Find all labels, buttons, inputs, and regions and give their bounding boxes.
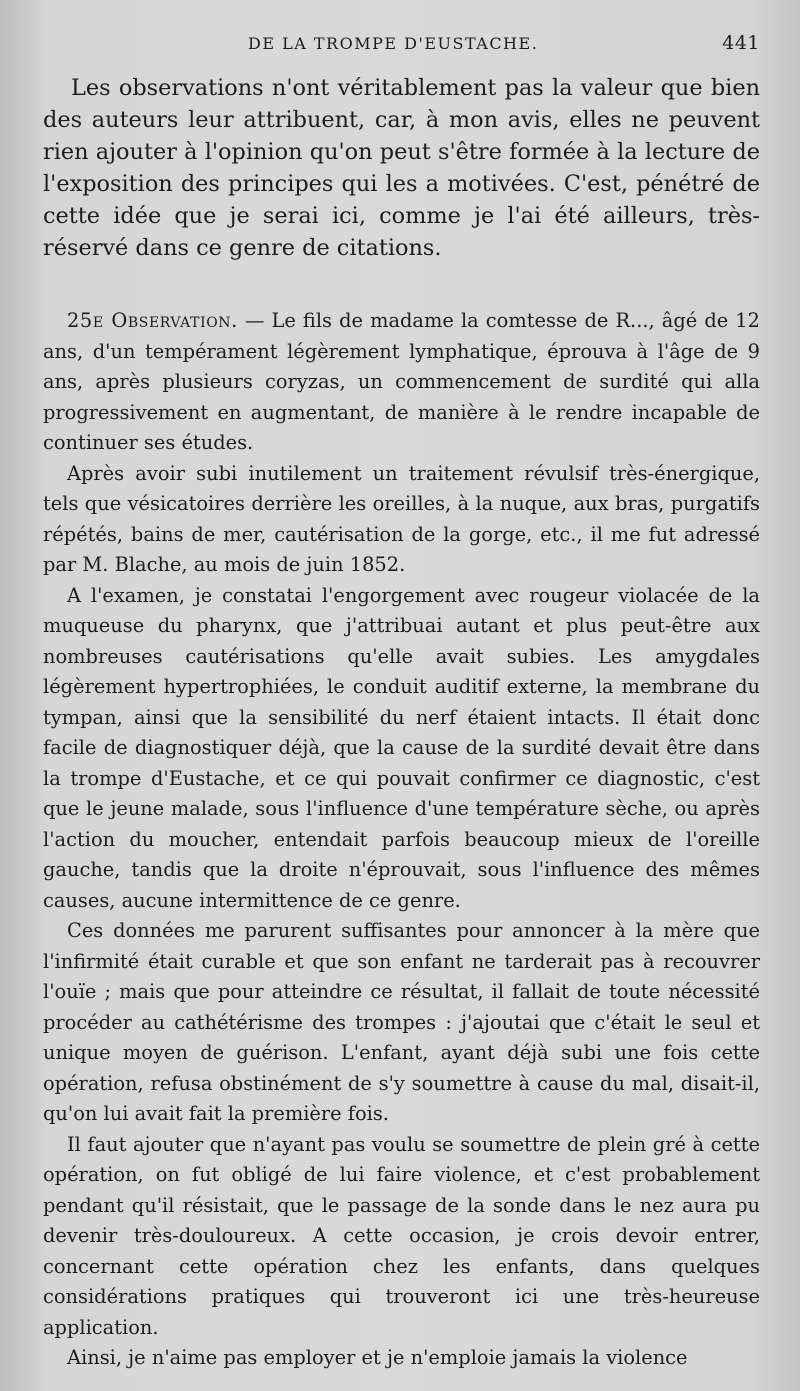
running-header <box>43 28 760 54</box>
observation-paragraph <box>43 306 760 459</box>
body-paragraph: Il faut ajouter que n'ayant pas voulu se soumettre de plein gré à cette opération, on fut obligé de lui faire violence, et c'est probablement pendant qu'il résistait, que le passage de la sonde dans le nez aura pu devenir très-douloureux. A cette occasion, je crois devoir entrer, concernant cette opération chez les enfants, dans quelques considérations pratiques qui trouveront ici une très-heureuse application. <box>43 1132 760 1339</box>
section-spacer <box>43 264 760 306</box>
observation-section <box>43 306 760 1374</box>
body-paragraph: Ainsi, je n'aime pas employer et je n'emploie jamais la violence <box>67 1346 688 1369</box>
intro-paragraph: Les observations n'ont véritablement pas la valeur que bien des auteurs leur attribuent, car, à mon avis, elles ne peuvent rien ajouter à l'opinion qu'on peut s'être formée à la lecture de l'exposition des principes qui les a motivées. C'est, pénétré de cette idée que je serai ici, comme je l'ai été ailleurs, très-réservé dans ce genre de citations. <box>43 75 760 261</box>
observation-label: 25e Observation. <box>67 309 238 332</box>
body-paragraph: Ces données me parurent suffisantes pour annoncer à la mère que l'infirmité était curable et que son enfant ne tarderait pas à recouvrer l'ouïe ; mais que pour atteindre ce résultat, il fallait de toute nécessité procéder au cathétérisme des trompes : j'ajoutai que c'était le seul et unique moyen de guérison. L'enfant, ayant déjà subi une fois cette opération, refusa obstinément de s'y soumettre à cause du mal, disait-il, qu'on lui avait fait la première fois. <box>43 919 760 1125</box>
intro-section <box>43 72 760 264</box>
observation-lead-text: — Le fils de madame la comtesse de R..., âgé de 12 ans, d'un tempérament légèrement lymphatique, éprouva à l'âge de 9 ans, après plusieurs coryzas, un commencement de surdité qui alla progressivement en augmentant, de manière à le rendre incapable de continuer ses études. <box>43 309 760 454</box>
running-title: DE LA TROMPE D'EUSTACHE. <box>248 34 539 53</box>
body-paragraph: Après avoir subi inutilement un traitement révulsif très-énergique, tels que vésicatoires derrière les oreilles, à la nuque, aux bras, purgatifs répétés, bains de mer, cautérisation de la gorge, etc., il me fut adressé par M. Blache, au mois de juin 1852. <box>43 461 760 576</box>
body-paragraph: A l'examen, je constatai l'engorgement avec rougeur violacée de la muqueuse du pharynx, que j'attribuai autant et plus peut-être aux nombreuses cautérisations qu'elle avait subies. Les amygdales légèrement hypertrophiées, le conduit auditif externe, la membrane du tympan, ainsi que la sensibilité du nerf étaient intacts. Il était donc facile de diagnostiquer déjà, que la cause de la surdité devait être dans la trompe d'Eustache, et ce qui pouvait confirmer ce diagnostic, c'est que le jeune malade, sous l'influence d'une température sèche, ou après l'action du moucher, entendait parfois beaucoup mieux de l'oreille gauche, tandis que la droite n'éprouvait, sous l'influence des mêmes causes, aucune intermittence de ce genre. <box>43 583 760 912</box>
page-number: 441 <box>722 32 760 54</box>
